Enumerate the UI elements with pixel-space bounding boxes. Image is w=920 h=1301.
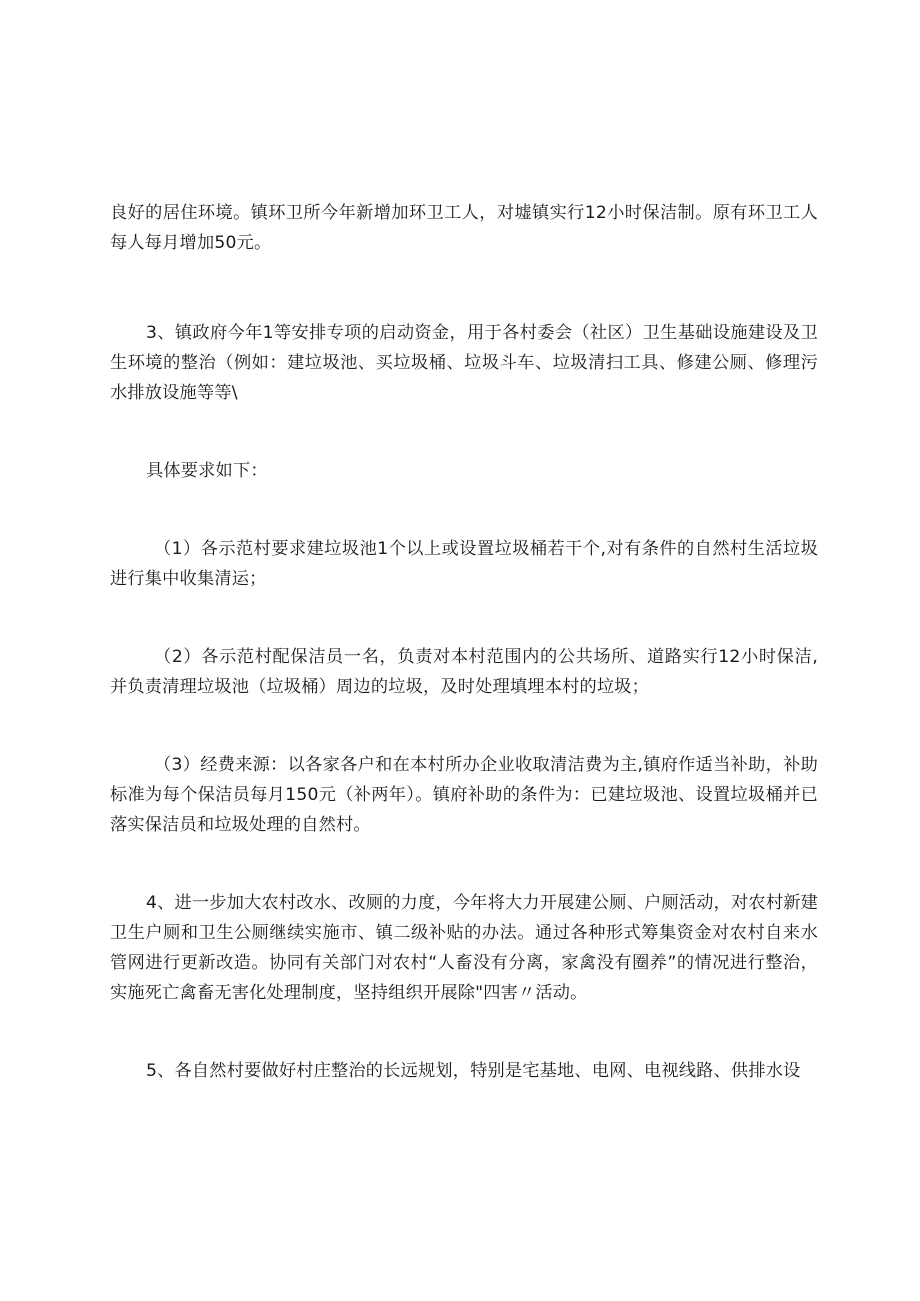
paragraph-item-5-planning: 5、各自然村要做好村庄整治的长远规划，特别是宅基地、电网、电视线路、供排水设 [146, 1061, 801, 1081]
document-body [110, 198, 818, 1086]
paragraph-sanitation-workers: 良好的居住环境。镇环卫所今年新增加环卫工人，对墟镇实行12小时保洁制。原有环卫工人每人每月增加50元。 [110, 203, 818, 253]
paragraph-requirements-heading: 具体要求如下： [146, 461, 268, 481]
paragraph-subitem-1-garbage-pool: （1）各示范村要求建垃圾池1个以上或设置垃圾桶若干个,对有条件的自然村生活垃圾进行集中收集清运； [110, 539, 818, 589]
paragraph-subitem-3-funding-source: （3）经费来源：以各家各户和在本村所办企业收取清洁费为主,镇府作适当补助，补助标准为每个保洁员每月150元（补两年）。镇府补助的条件为：已建垃圾池、设置垃圾桶并已落实保洁员和垃圾处理的自然村。 [110, 755, 818, 835]
paragraph-subitem-2-cleaner: （2）各示范村配保洁员一名，负责对本村范围内的公共场所、道路实行12小时保洁,并负责清理垃圾池（垃圾桶）周边的垃圾，及时处理填埋本村的垃圾； [110, 647, 818, 697]
paragraph-item-3-funding: 3、镇政府今年1等安排专项的启动资金，用于各村委会（社区）卫生基础设施建设及卫生环境的整治（例如：建垃圾池、买垃圾桶、垃圾斗车、垃圾清扫工具、修建公厕、修理污水排放设施等等\ [110, 323, 818, 403]
paragraph-item-4-water-toilet: 4、进一步加大农村改水、改厕的力度，今年将大力开展建公厕、户厕活动，对农村新建卫生户厕和卫生公厕继续实施市、镇二级补贴的办法。通过各种形式筹集资金对农村自来水管网进行更新改造。协同有关部门对农村“人畜没有分离，家禽没有圈养”的情况进行整治，实施死亡禽畜无害化处理制度，坚持组织开展除"四害〃活动。 [110, 893, 818, 1003]
